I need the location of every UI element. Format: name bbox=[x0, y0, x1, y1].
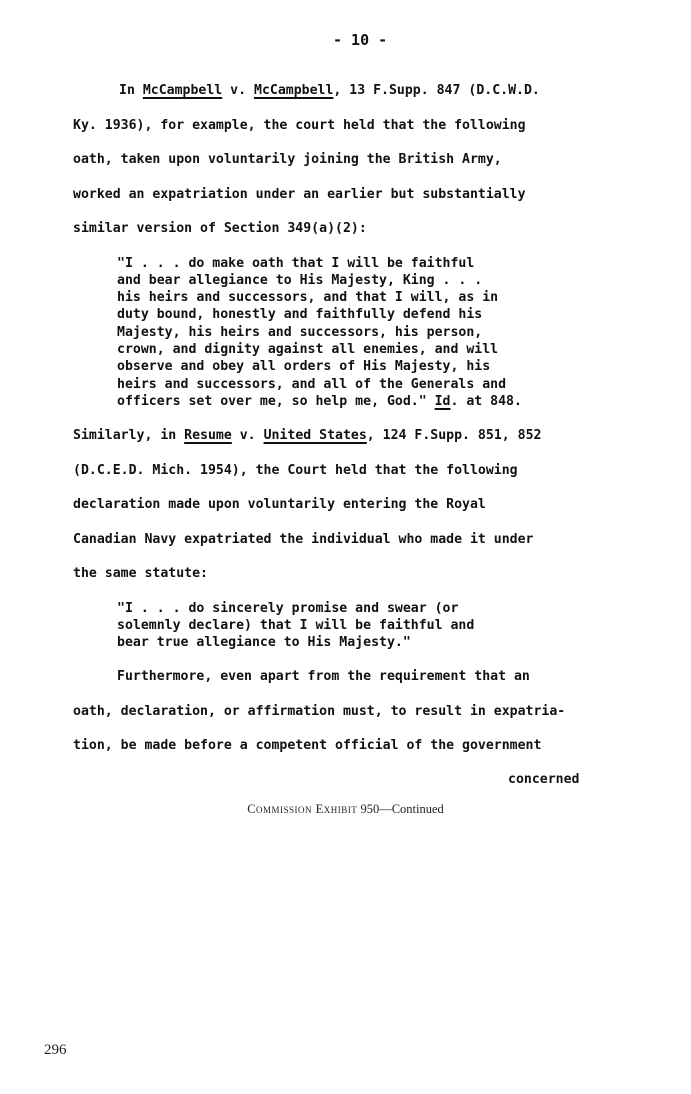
paragraph-line: Furthermore, even apart from the requirement that an bbox=[117, 669, 530, 684]
case-name: McCampbell bbox=[254, 83, 334, 98]
quote-line bbox=[117, 393, 522, 410]
quote-line: "I . . . do sincerely promise and swear (or bbox=[117, 601, 459, 616]
quote-line: observe and obey all orders of His Majesty, his bbox=[117, 359, 491, 374]
quote-line: Majesty, his heirs and successors, his person, bbox=[117, 325, 483, 340]
text-run: Similarly, in bbox=[73, 428, 185, 443]
text-run: , 13 F.Supp. 847 (D.C.W.D. bbox=[333, 83, 540, 98]
paragraph-line bbox=[119, 83, 540, 98]
paragraph-line: the same statute: bbox=[73, 566, 208, 581]
paragraph-line: oath, taken upon voluntarily joining the British Army, bbox=[73, 152, 502, 167]
text-run: . at 848. bbox=[450, 394, 522, 409]
catchword: concerned bbox=[508, 772, 580, 787]
caption-continued: 950—Continued bbox=[357, 802, 444, 816]
exhibit-caption bbox=[0, 802, 691, 817]
quote-line: and bear allegiance to His Majesty, King . . . bbox=[117, 273, 483, 288]
quote-line: duty bound, honestly and faithfully defend his bbox=[117, 307, 483, 322]
case-name: United States bbox=[263, 428, 367, 443]
quote-line: heirs and successors, and all of the Generals and bbox=[117, 377, 507, 392]
paragraph-line: oath, declaration, or affirmation must, to result in expatria- bbox=[73, 704, 566, 719]
paragraph-line: Ky. 1936), for example, the court held that the following bbox=[73, 118, 526, 133]
paragraph-line: similar version of Section 349(a)(2): bbox=[73, 221, 367, 236]
quote-line: his heirs and successors, and that I will, as in bbox=[117, 290, 499, 305]
quote-line: solemnly declare) that I will be faithful and bbox=[117, 618, 475, 633]
quote-line: "I . . . do make oath that I will be faithful bbox=[117, 256, 475, 271]
quote-line: crown, and dignity against all enemies, and will bbox=[117, 342, 499, 357]
paragraph-line: (D.C.E.D. Mich. 1954), the Court held that the following bbox=[73, 463, 518, 478]
caption-label: Commission Exhibit bbox=[247, 802, 358, 816]
page-marker: - 10 - bbox=[333, 31, 388, 49]
paragraph-line: Canadian Navy expatriated the individual who made it under bbox=[73, 532, 534, 547]
text-run: v. bbox=[231, 428, 264, 443]
paragraph-line bbox=[73, 428, 541, 443]
paragraph-line: declaration made upon voluntarily entering the Royal bbox=[73, 497, 486, 512]
text-run: v. bbox=[222, 83, 254, 98]
text-run: officers set over me, so help me, God." bbox=[117, 394, 435, 409]
text-run: In bbox=[119, 83, 143, 98]
case-name: McCampbell bbox=[142, 83, 223, 98]
text-run: , 124 F.Supp. 851, 852 bbox=[366, 428, 542, 443]
case-name: Resume bbox=[184, 428, 232, 443]
quote-line: bear true allegiance to His Majesty." bbox=[117, 635, 411, 650]
paragraph-line: tion, be made before a competent official of the government bbox=[73, 738, 542, 753]
citation-id: Id bbox=[434, 394, 451, 409]
page-number: 296 bbox=[44, 1042, 67, 1058]
paragraph-line: worked an expatriation under an earlier but substantially bbox=[73, 187, 526, 202]
